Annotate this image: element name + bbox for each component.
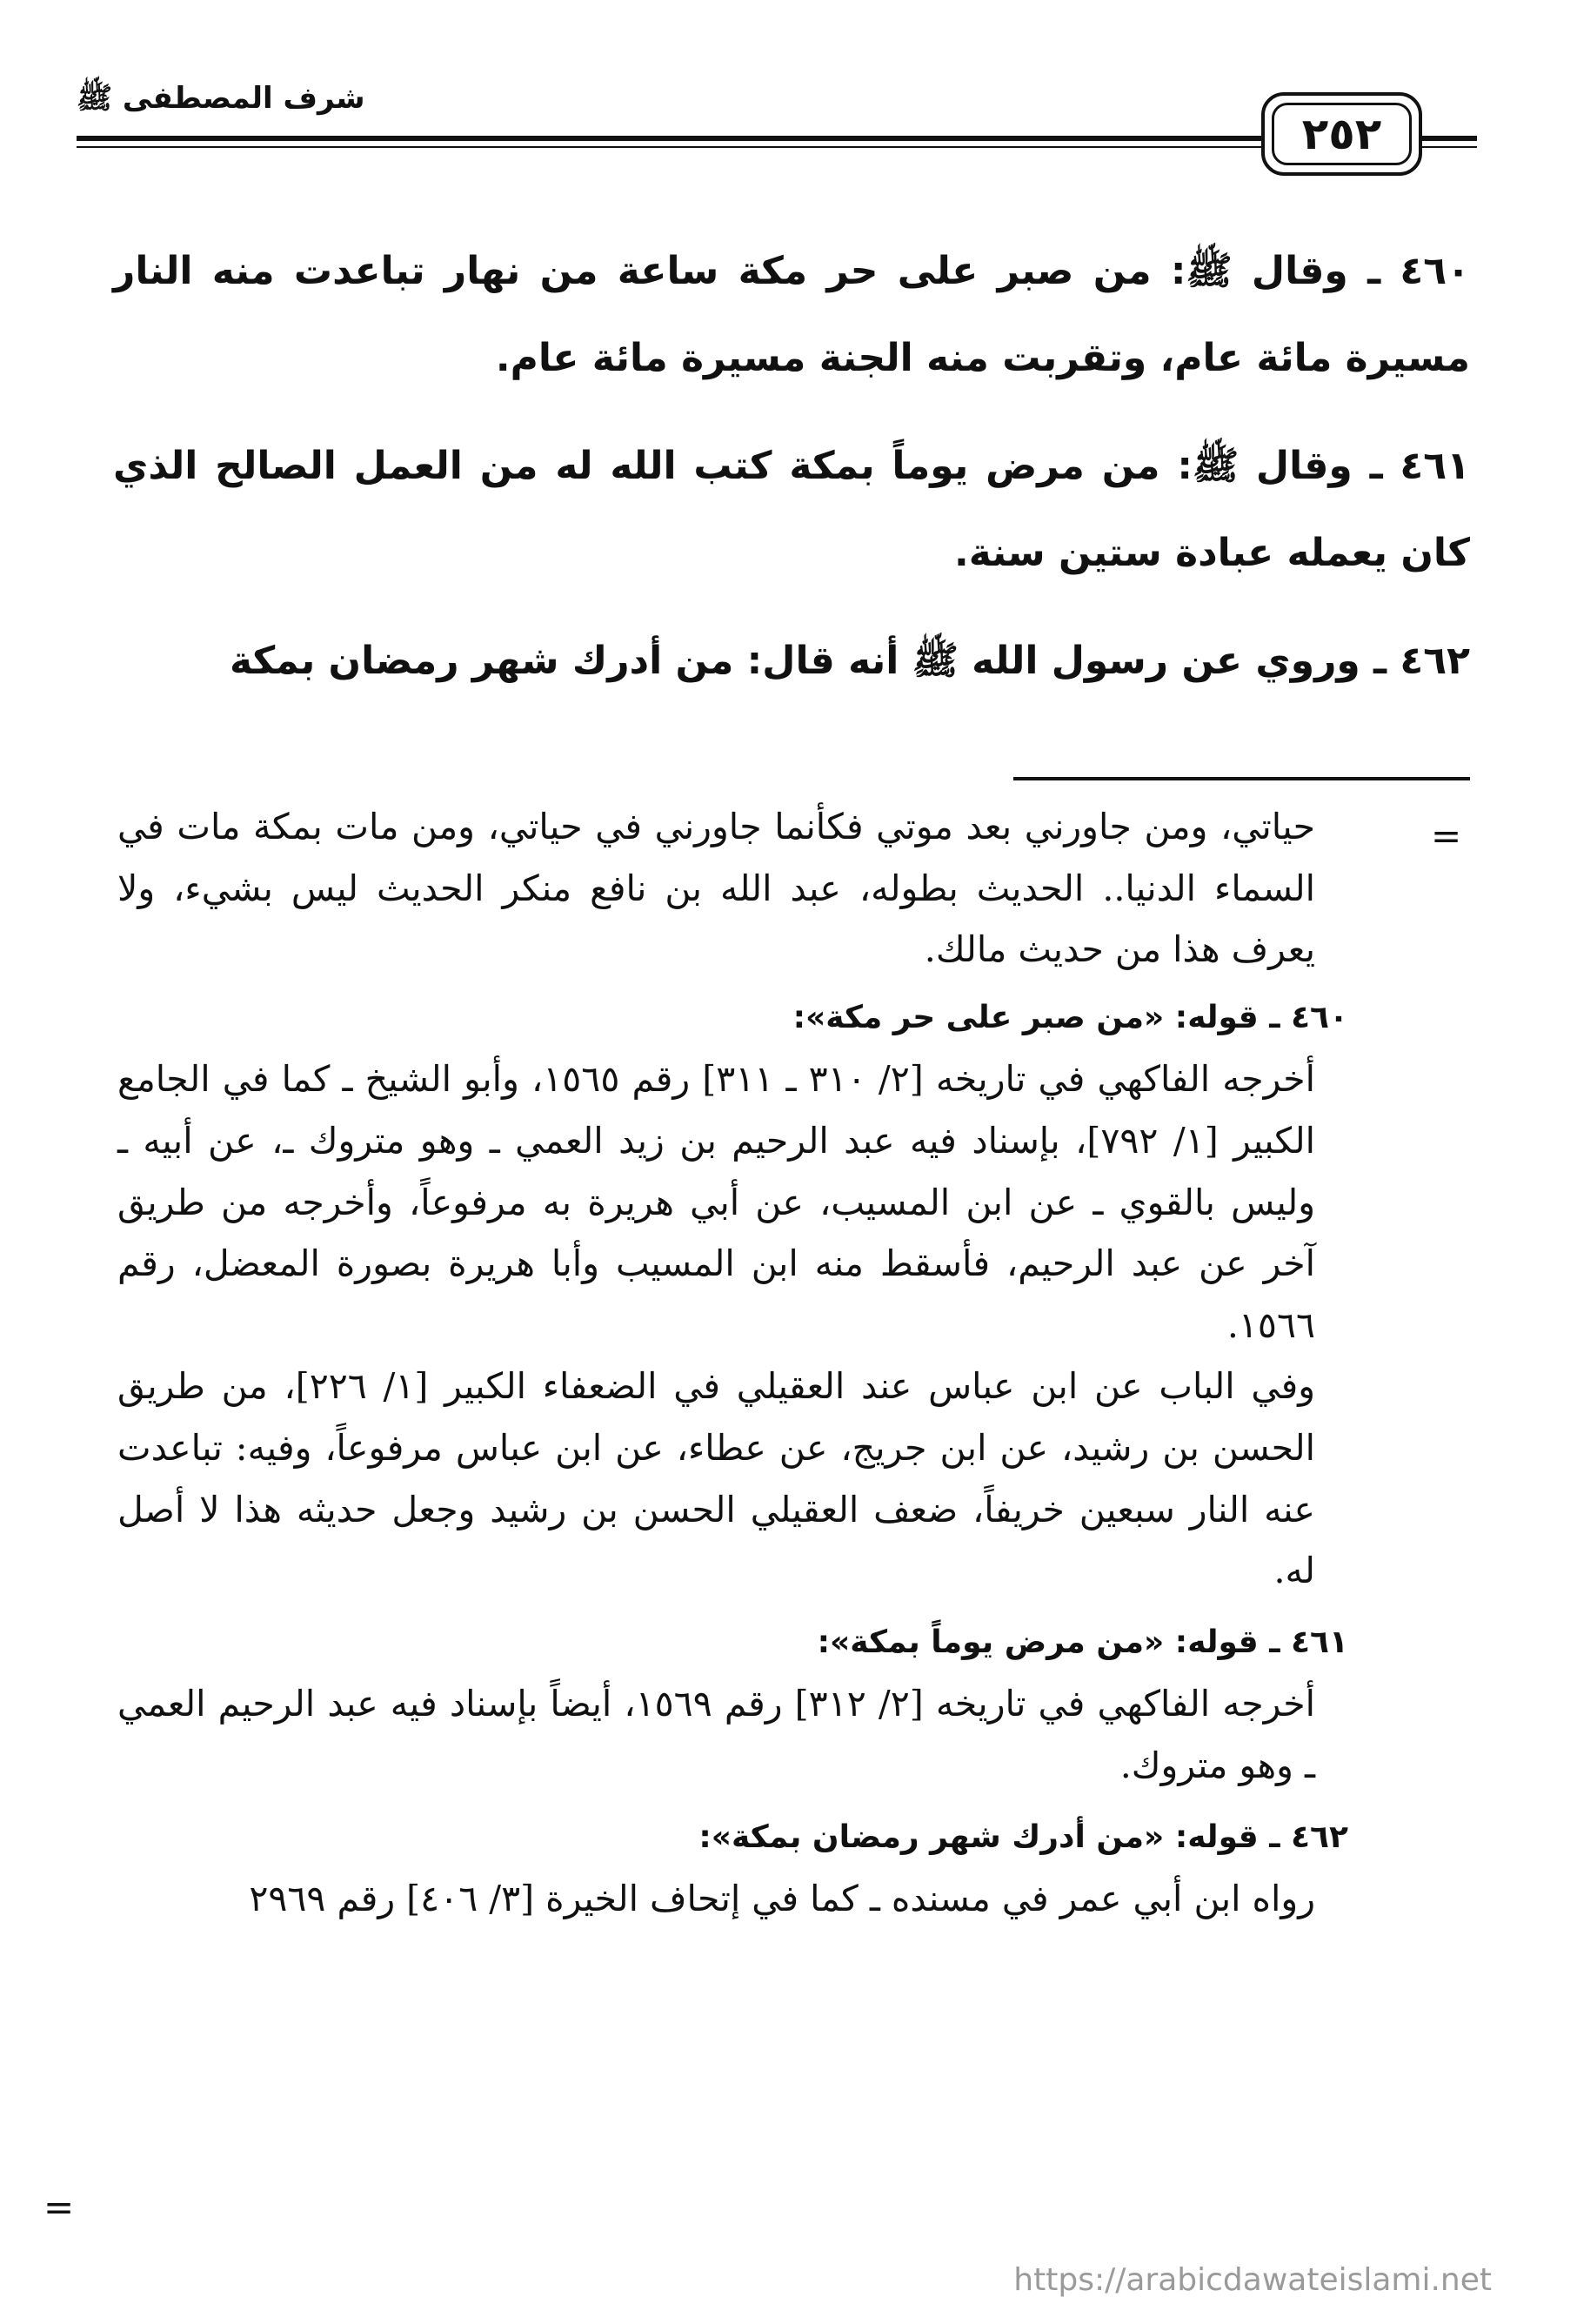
hadith-paragraph: ٤٦٢ ـ وروي عن رسول الله ﷺ أنه قال: من أدرك شهر رمضان بمكة — [229, 639, 1470, 683]
watermark-url: https://arabicdawateislami.net — [1013, 2262, 1492, 2298]
footnote-heading: ٤٦٢ ـ قوله: «من أدرك شهر رمضان بمكة»: — [698, 1818, 1348, 1855]
hadith-paragraph: ٤٦١ ـ وقال ﷺ: من مرض يوماً بمكة كتب الله له من العمل الصالح الذي كان يعمله عبادة ستين سنة. — [113, 444, 1470, 575]
page-number: ٢٥٢ — [1272, 103, 1412, 165]
footnote-carryover: حياتي، ومن جاورني بعد موتي فكأنما جاورني في حياتي، ومن مات بمكة مات في السماء الدنيا.. الحديث بطوله، عبد الله بن نافع منكر الحديث ليس بشيء، ولا يعرف هذا من حديث مالك. — [117, 806, 1315, 971]
footnote-body: رواه ابن أبي عمر في مسنده ـ كما في إتحاف الخيرة [٣/ ٤٠٦] رقم ٢٩٦٩ — [249, 1878, 1315, 1920]
continuation-mark-top: = — [1431, 814, 1462, 857]
footnote-body: أخرجه الفاكهي في تاريخه [٢/ ٣١٢] رقم ١٥٦٩، أيضاً بإسناد فيه عبد الرحيم العمي ـ وهو متروك. — [117, 1683, 1315, 1786]
footnote-body: وفي الباب عن ابن عباس عند العقيلي في الضعفاء الكبير [١/ ٢٢٦]، من طريق الحسن بن رشيد، عن ابن جريج، عن عطاء، عن ابن عباس مرفوعاً، وفيه: تباعدت عنه النار سبعين خريفاً، ضعف العقيلي الحسن بن رشيد وجعل حديثه هذا لا أصل له. — [117, 1365, 1315, 1592]
hadith-paragraph: ٤٦٠ ـ وقال ﷺ: من صبر على حر مكة ساعة من نهار تباعدت منه النار مسيرة مائة عام، وتقربت منه الجنة مسيرة مائة عام. — [113, 249, 1470, 380]
footnote-body: أخرجه الفاكهي في تاريخه [٢/ ٣١٠ ـ ٣١١] رقم ١٥٦٥، وأبو الشيخ ـ كما في الجامع الكبير [١/ ٧٩٢]، بإسناد فيه عبد الرحيم بن زيد العمي ـ وهو متروك ـ، عن أبيه ـ وليس بالقوي ـ عن ابن المسيب، عن أبي هريرة به مرفوعاً، وأخرجه من طريق آخر عن عبد الرحيم، فأسقط منه ابن المسيب وأبا هريرة بصورة المعضل، رقم ١٥٦٦. — [117, 1058, 1315, 1346]
main-text — [113, 228, 1470, 705]
running-head-book-title: شرف المصطفى ﷺ — [77, 81, 365, 116]
footnote-heading: ٤٦٠ ـ قوله: «من صبر على حر مكة»: — [792, 999, 1348, 1035]
footnotes — [117, 796, 1348, 1930]
footnote-separator — [1013, 777, 1470, 780]
continuation-mark-bottom: = — [43, 2186, 75, 2228]
page-number-frame — [1261, 92, 1422, 176]
footnote-heading: ٤٦١ ـ قوله: «من مرض يوماً بمكة»: — [817, 1624, 1348, 1660]
